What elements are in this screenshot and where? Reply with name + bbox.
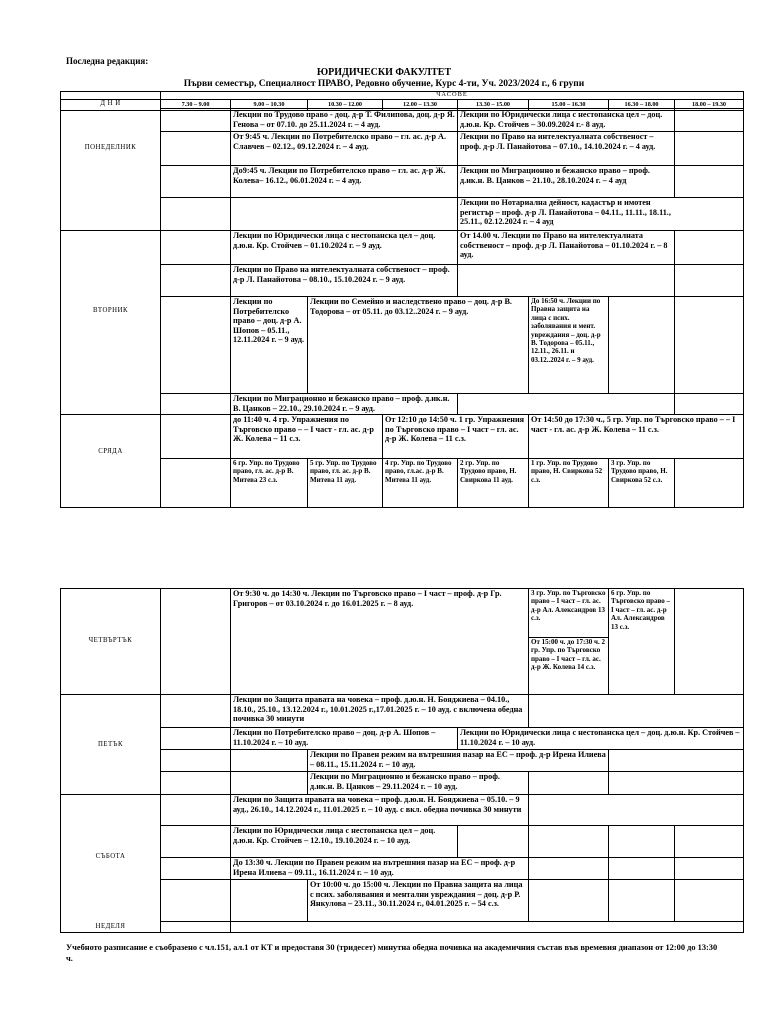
sat-eu-internal-market-lectures: До 13:30 ч. Лекции по Правен режим на вътрешния пазар на ЕС – проф. д-р Ирена Илиева – 09.11., 16.11.2024 г. – 10 ауд. — [233, 858, 516, 877]
day-saturday: СЪБОТА — [95, 853, 126, 860]
wed-labour-law-group2: 2 гр. Упр. по Трудово право, Н. Свиркова 11 ауд. — [460, 459, 517, 484]
slot-header: 9.00 – 10.30 — [253, 101, 285, 108]
mon-migration-law-lectures: Лекции по Миграционно и бежанско право – проф. д.ик.н. В. Цанков – 21.10., 28.10.2024 г. – 4 ауд — [460, 166, 650, 185]
fri-human-rights-lectures: Лекции по Защита правата на човека – проф. д.ю.н. Н. Бояджиева – 04.10., 18.10., 25.10., 13.12.2024 г., 10.01.2025 г.,17.01.2025 г. – 10 ауд. с включена обедна почивка 30 минути — [233, 695, 523, 724]
slot-header: 12.00 – 13.30 — [402, 101, 438, 108]
sat-human-rights-lectures: Лекции по Защита правата на човека – проф. д.ю.н. Н. Бояджиева – 05.10. – 9 ауд., 26.10., 14.12.2024 г., 11.01.2025 г. – 10 ауд. с вкл. обедна почивка 30 минути — [233, 795, 522, 814]
thu-commercial-law-group2: От 15:00 ч. до 17:30 ч. 2 гр. Упр. по Търговско право – I част – гл. ас. д-р Ж. Колева 14 с.з. — [531, 638, 605, 672]
days-caption: Д Н И — [100, 100, 121, 107]
tue-mental-health-protection-lectures: До 16:50 ч. Лекции по Правна защита на лица с псих. заболявания и мент. увреждания – доц. д-р В. Тодорова – 05.11., 12.11., 26.11. и 03.12..2024 г. – 9 ауд. — [531, 297, 601, 364]
mon-consumer-law-lectures-2: До9:45 ч. Лекции по Потребителско право – гл. ас. д-р Ж. Колева– 16.12., 06.01.2024 г. – 4 ауд. — [233, 166, 446, 185]
fri-consumer-law-lectures: Лекции по Потребителско право – доц. д-р А. Шопов – 11.10.2024 г. – 10 ауд. — [233, 728, 436, 747]
schedule-subtitle: Първи семестър, Специалност ПРАВО, Редовно обучение, Курс 4-ти, Уч. 2023/2024 г., 6 групи — [183, 79, 585, 89]
slot-header: 10.30 – 12.00 — [327, 101, 363, 108]
day-tuesday: ВТОРНИК — [92, 307, 129, 314]
wed-commercial-law-group4: до 11:40 ч. 4 гр. Упражнения по Търговско право – – I част - гл. ас. д-р Ж. Колева – 11 с.з. — [233, 415, 374, 444]
last-edition-label: Последна редакция: — [66, 56, 149, 66]
wed-labour-law-group3: 3 гр. Упр. по Трудово право, Н. Свиркова 52 с.з. — [611, 459, 668, 484]
tue-migration-law-lectures: Лекции по Миграционно и бежанско право – проф. д.ик.н. В. Цанков – 22.10., 29.10.2024 г. – 9 ауд. — [233, 394, 450, 413]
fri-nonprofit-entities-lectures: Лекции по Юридически лица с нестопанска цел – доц. д.ю.н. Кр. Стойчев – 11.10.2024 г. – 10 ауд. — [460, 728, 740, 747]
wed-commercial-law-group5: От 14:50 до 17:30 ч., 5 гр. Упр. по Търговско право – – I част - гл. ас. д-р Ж. Колева – 11 с.з. — [531, 415, 736, 434]
mon-consumer-law-lectures: От 9:45 ч. Лекции по Потребителско право – гл. ас. д-р А. Славчев – 02.12., 09.12.2024 г. – 4 ауд. — [233, 132, 447, 151]
faculty-title: ЮРИДИЧЕСКИ ФАКУЛТЕТ — [316, 67, 452, 78]
footer-note: Учебното разписание е съобразено с чл.151, ал.1 от КТ и предоставя 30 (тридесет) минутна обедна почивка на академичния състав във времевия диапазон от 12:00 до 13:30 ч. — [66, 943, 718, 963]
thu-commercial-law-lectures: От 9:30 ч. до 14:30 ч. Лекции по Търговско право – I част – проф. д-р Гр. Григоров – от 03.10.2024 г. до 16.01.2025 г. – 8 ауд. — [233, 589, 502, 608]
day-wednesday: СРЯДА — [98, 448, 123, 455]
slot-header: 16.30 – 18.00 — [624, 101, 659, 108]
sat-mental-health-protection-lectures: От 10:00 ч. до 15:00 ч. Лекции по Правна защита на лица с псих. заболявания и ментални увреждания – доц. д-р Р. Янкулова – 23.11., 30.11.2024 г., 04.01.2025 г. – 54 с.з. — [310, 880, 523, 909]
tue-family-law-lectures: Лекции по Семейно и наследствено право – доц. д-р В. Тодорова – от 05.11. до 03.12..2024 г. – 9 ауд. — [310, 297, 512, 316]
thu-commercial-law-group6: 6 гр. Упр. по Търговско право – I част – гл. ас. д-р Ал. Александров 13 с.з. — [611, 589, 671, 631]
wed-labour-law-group4: 4 гр. Упр. по Трудово право, гл.ас. д-р В. Митева 11 ауд. — [385, 459, 452, 484]
day-sunday: НЕДЕЛЯ — [95, 923, 126, 930]
wed-commercial-law-group1: От 12:10 до 14:50 ч. 1 гр. Упражнения по Търговско право – I част – гл. ас. д-р Ж. Колева – 11 с.з. — [385, 415, 525, 444]
slot-header: 18.00 – 19.30 — [691, 101, 727, 108]
mon-notary-lectures: Лекции по Нотариална дейност, кадастър и имотен регистър – проф. д-р Л. Панайотова – 04.11., 11.11., 18.11., 25.11., 02.12.2024 г. – 4 ауд — [460, 198, 671, 227]
wed-labour-law-group6: 6 гр. Упр. по Трудово право, гл. ас. д-р В. Митева 23 с.з. — [233, 459, 300, 484]
thu-commercial-law-group3: 3 гр. Упр. по Търговско право – I част – гл. ас. д-р Ал. Александров 13 с.з. — [531, 589, 606, 623]
mon-nonprofit-entities-lectures: Лекции по Юридически лица с нестопанска цел – доц. д.ю.н. Кр. Стойчев – 30.09.2024 г.- 8 ауд. — [460, 110, 663, 129]
tue-ip-law-lectures-2: Лекции по Право на интелектуалната собственост – проф. д-р Л. Панайотова – 08.10., 15.10.2024 г. – 9 ауд. — [233, 265, 450, 284]
fri-migration-law-lectures: Лекции по Миграционно и бежанско право – проф. д.ик.н. В. Цанков – 29.11.2024 г. – 10 ауд. — [310, 772, 500, 791]
tue-consumer-law-lectures: Лекции по Потребителско право – доц. д-р А. Шопов – 05.11., 12.11.2024 г. – 9 ауд. — [233, 297, 305, 345]
tue-ip-law-lectures: От 14.00 ч. Лекции по Право на интелектуалната собственост – проф. д-р Л. Панайотова – 01.10.2024 г. – 8 ауд. — [460, 231, 668, 260]
day-friday: ПЕТЪК — [97, 741, 124, 748]
day-monday: ПОНЕДЕЛНИК — [84, 144, 137, 151]
wed-labour-law-group1: 1 гр. Упр. по Трудово право, Н. Свиркова 52 с.з. — [531, 459, 603, 484]
hours-caption: ЧАСОВЕ — [436, 91, 468, 98]
mon-ip-law-lectures: Лекции по Право на интелектуалната собственост – проф. д-р Л. Панайотова – 07.10., 14.10.2024 г. – 4 ауд. — [460, 132, 656, 151]
slot-header: 7.30 – 9.00 — [181, 101, 210, 108]
mon-labour-law-lectures: Лекции по Трудово право - доц. д-р Т. Филипова, доц. д-р Я. Генова – от 07.10. до 25.11.2024 г. – 4 ауд. — [233, 110, 455, 129]
slot-header: 13.30 – 15.00 — [475, 101, 511, 108]
sat-nonprofit-entities-lectures: Лекции по Юридически лица с нестопанска цел – доц. д.ю.н. Кр. Стойчев – 12.10., 19.10.2024 г. – 10 ауд. — [233, 826, 436, 845]
fri-eu-internal-market-lectures: Лекции по Правен режим на вътрешния пазар на ЕС – проф. д-р Ирена Илиева – 08.11., 15.11.2024 г. – 10 ауд. — [310, 750, 606, 769]
slot-header: 15.00 – 16.30 — [551, 101, 586, 108]
wed-labour-law-group5: 5 гр. Упр. по Трудово право, гл. ас. д-р В. Митева 11 ауд. — [310, 459, 377, 484]
day-thursday: ЧЕТВЪРТЪК — [88, 637, 133, 644]
tue-nonprofit-entities-lectures: Лекции по Юридически лица с нестопанска цел – доц. д.ю.н. Кр. Стойчев – 01.10.2024 г. – 9 ауд. — [233, 231, 436, 250]
